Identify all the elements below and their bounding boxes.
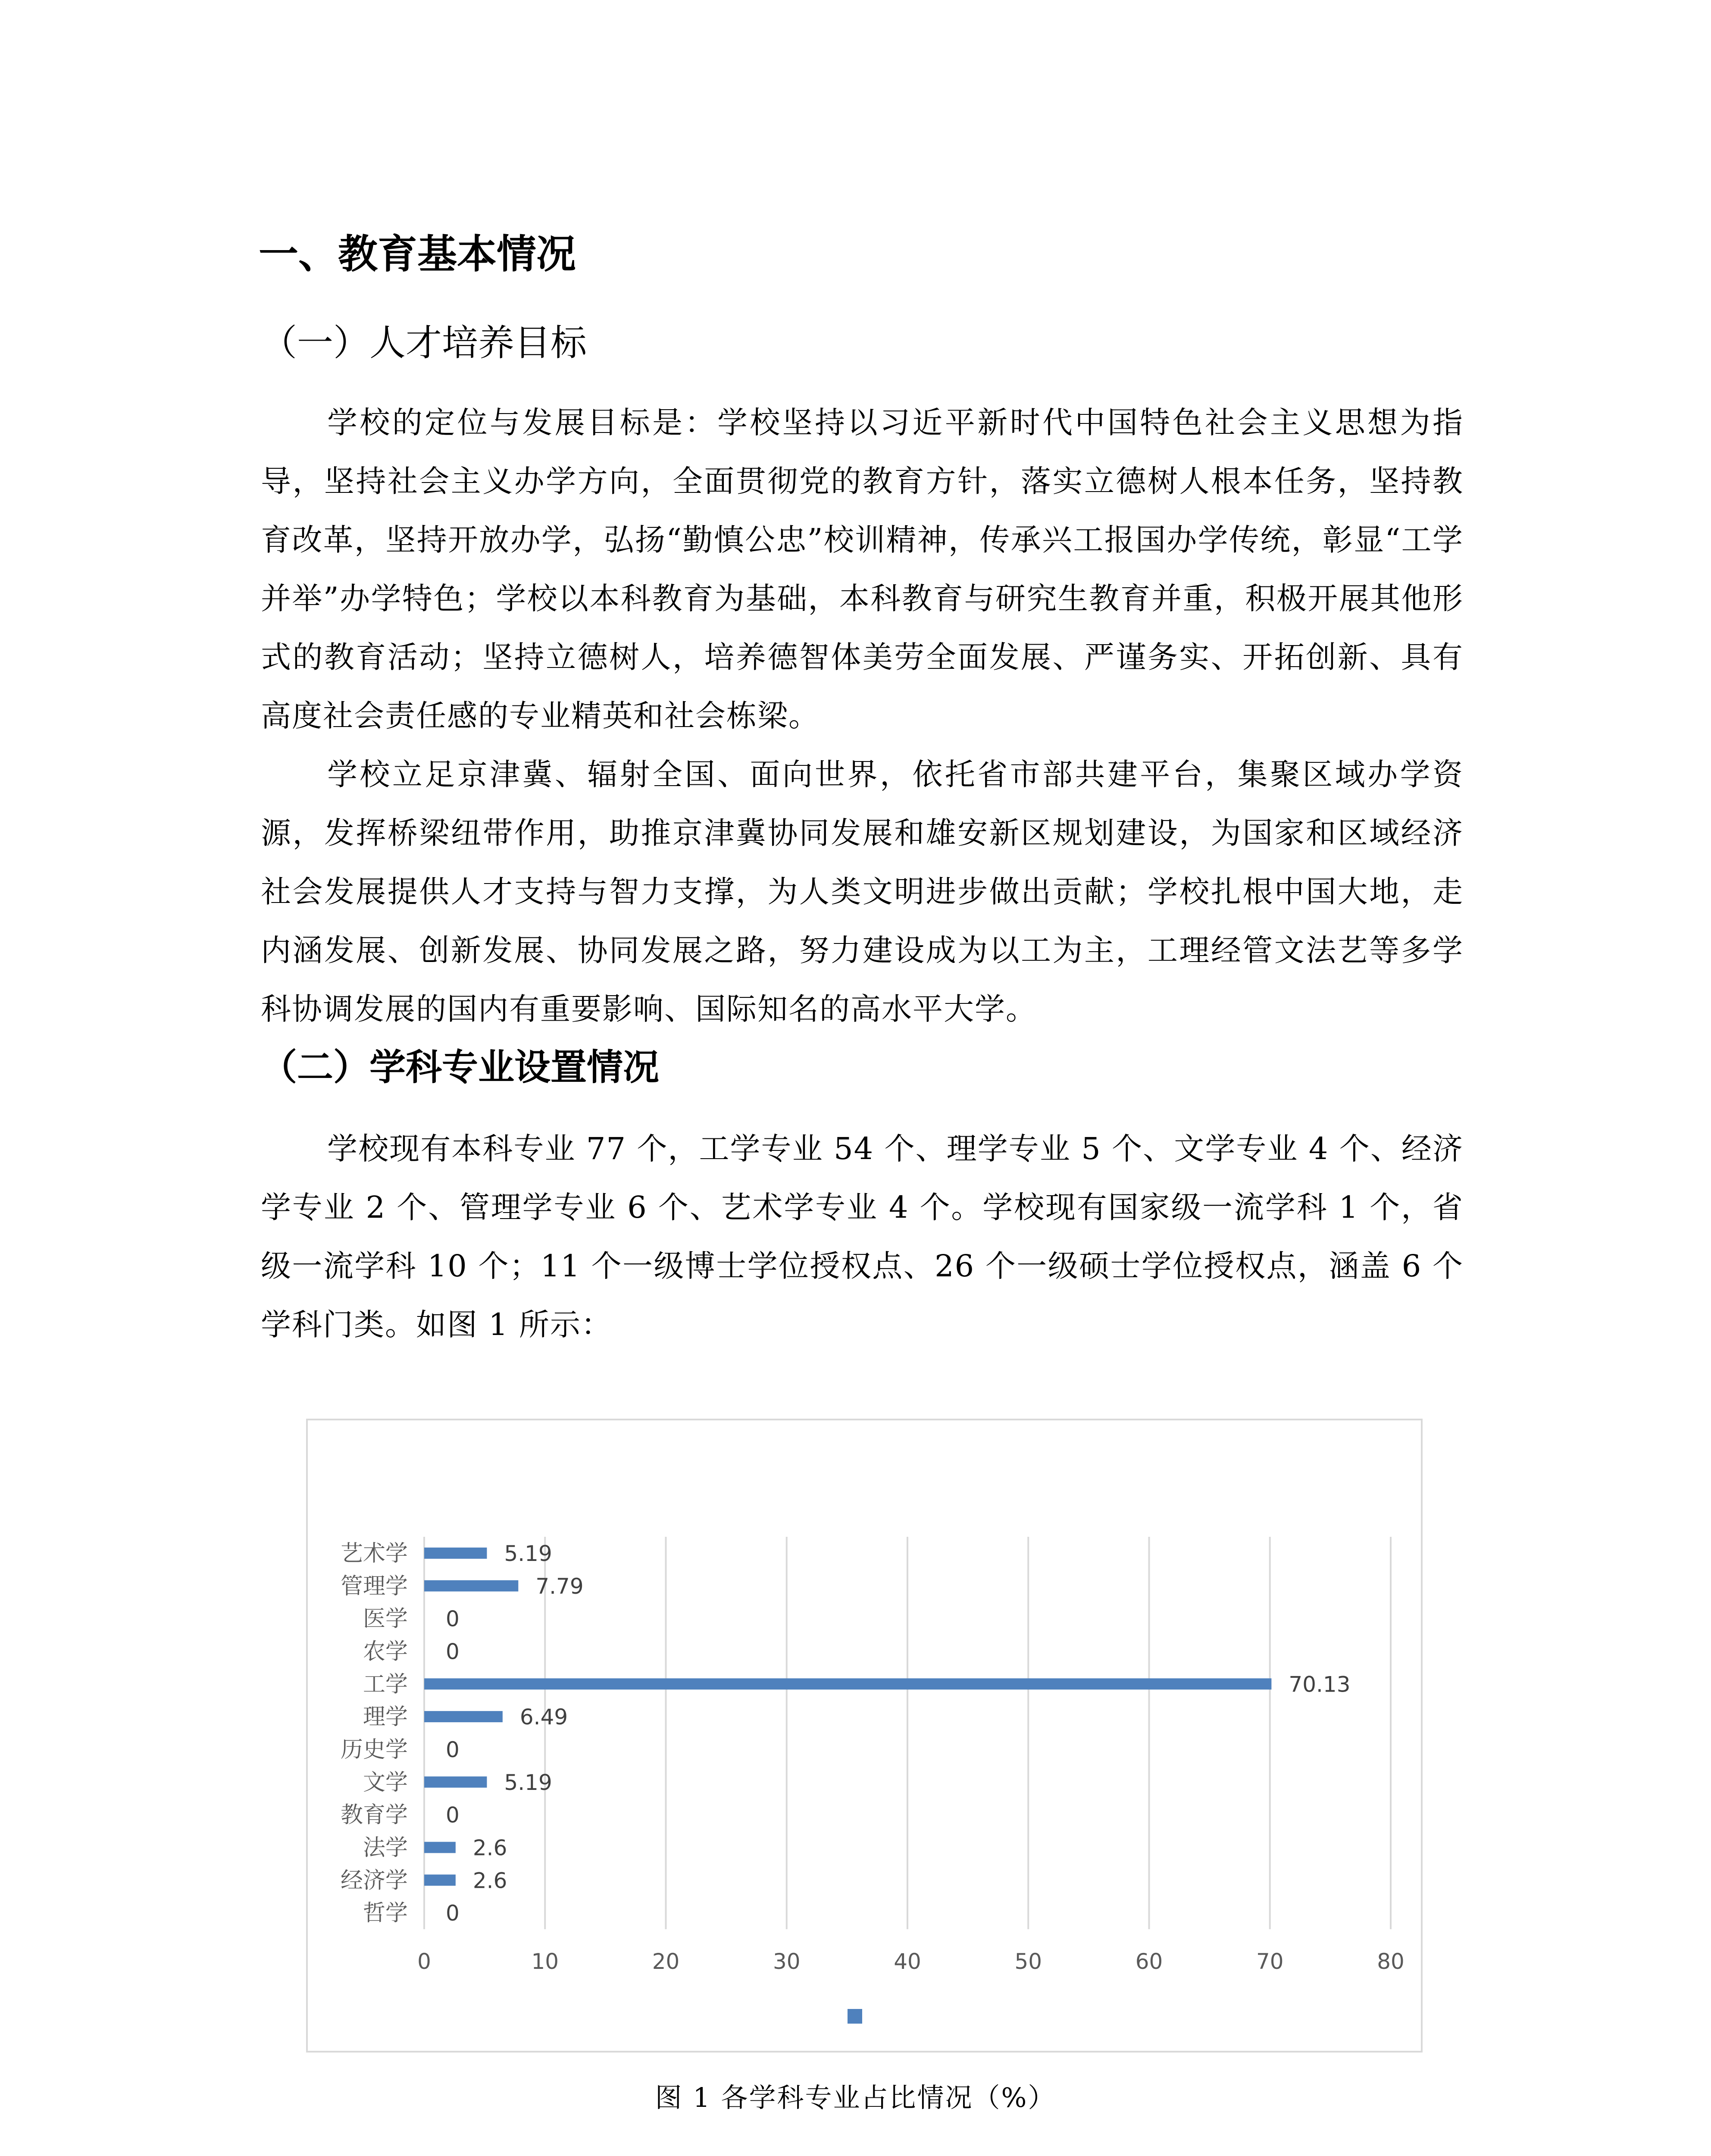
data-label: 5.19 <box>504 1770 552 1795</box>
paragraph-positioning: 学校的定位与发展目标是：学校坚持以习近平新时代中国特色社会主义思想为指导，坚持社会主义办学方向，全面贯彻党的教育方针，落实立德树人根本任务，坚持教育改革，坚持开放办学，弘扬“勤慎公忠”校训精神，传承兴工报国办学传统，彰显“工学并举”办学特色；学校以本科教育为基础，本科教育与研究生教育并重，积极开展其他形式的教育活动；坚持立德树人，培养德智体美劳全面发展、严谨务实、开拓创新、具有高度社会责任感的专业精英和社会栋梁。 <box>261 405 1464 733</box>
figure-caption: 图 1 各学科专业占比情况（%） <box>655 2082 1056 2113</box>
data-label: 7.79 <box>535 1573 584 1599</box>
category-label: 文学 <box>363 1769 408 1796</box>
bar <box>424 1777 487 1788</box>
data-label: 0 <box>446 1639 460 1664</box>
discipline-bar-chart <box>306 1419 1423 2053</box>
x-tick-label: 30 <box>773 1949 801 1974</box>
data-label: 0 <box>446 1737 460 1762</box>
category-label: 农学 <box>363 1639 408 1665</box>
category-label: 管理学 <box>340 1573 408 1599</box>
section-title-talent-goals: （一）人才培养目标 <box>261 322 587 364</box>
legend-marker <box>848 2009 862 2024</box>
x-tick-label: 50 <box>1014 1949 1042 1974</box>
category-label: 医学 <box>363 1606 408 1632</box>
category-label: 理学 <box>363 1704 408 1730</box>
x-tick-label: 70 <box>1256 1949 1284 1974</box>
chart-svg <box>308 1420 1421 2051</box>
category-label: 教育学 <box>340 1802 408 1828</box>
data-label: 2.6 <box>472 1868 507 1893</box>
category-label: 哲学 <box>363 1900 408 1927</box>
x-tick-label: 80 <box>1377 1949 1404 1974</box>
category-label: 历史学 <box>340 1736 408 1763</box>
x-tick-label: 10 <box>531 1949 559 1974</box>
paragraph-regional-role: 学校立足京津冀、辐射全国、面向世界，依托省市部共建平台，集聚区域办学资源，发挥桥梁纽带作用，助推京津冀协同发展和雄安新区规划建设，为国家和区域经济社会发展提供人才支持与智力支撑，为人类文明进步做出贡献；学校扎根中国大地，走内涵发展、创新发展、协同发展之路，努力建设成为以工为主，工理经管文法艺等多学科协调发展的国内有重要影响、国际知名的高水平大学。 <box>261 757 1464 1027</box>
category-label: 经济学 <box>340 1868 408 1894</box>
bar <box>424 1678 1271 1689</box>
bar <box>424 1842 456 1853</box>
bar <box>424 1548 487 1559</box>
category-label: 艺术学 <box>340 1540 408 1567</box>
data-label: 5.19 <box>504 1541 552 1566</box>
data-label: 0 <box>446 1802 460 1828</box>
bar <box>424 1874 456 1886</box>
data-label: 6.49 <box>519 1705 568 1730</box>
section-title-disciplines: （二）学科专业设置情况 <box>261 1046 660 1088</box>
category-label: 工学 <box>363 1671 408 1698</box>
bar <box>424 1711 503 1722</box>
bar <box>424 1580 518 1592</box>
x-tick-label: 60 <box>1135 1949 1163 1974</box>
data-label: 2.6 <box>472 1835 507 1861</box>
data-label: 70.13 <box>1289 1672 1351 1697</box>
page-heading: 一、教育基本情况 <box>259 231 576 277</box>
data-label: 0 <box>446 1606 460 1632</box>
paragraph-disciplines: 学校现有本科专业 77 个，工学专业 54 个、理学专业 5 个、文学专业 4 个、经济学专业 2 个、管理学专业 6 个、艺术学专业 4 个。学校现有国家级一流学科 1 个，省级一流学科 10 个；11 个一级博士学位授权点、26 个一级硕士学位授权点，涵盖 6 个学科门类。如图 1 所示： <box>261 1131 1464 1342</box>
x-tick-label: 0 <box>417 1949 431 1974</box>
data-label: 0 <box>446 1901 460 1926</box>
x-tick-label: 20 <box>652 1949 680 1974</box>
x-tick-label: 40 <box>894 1949 921 1974</box>
category-label: 法学 <box>363 1835 408 1861</box>
